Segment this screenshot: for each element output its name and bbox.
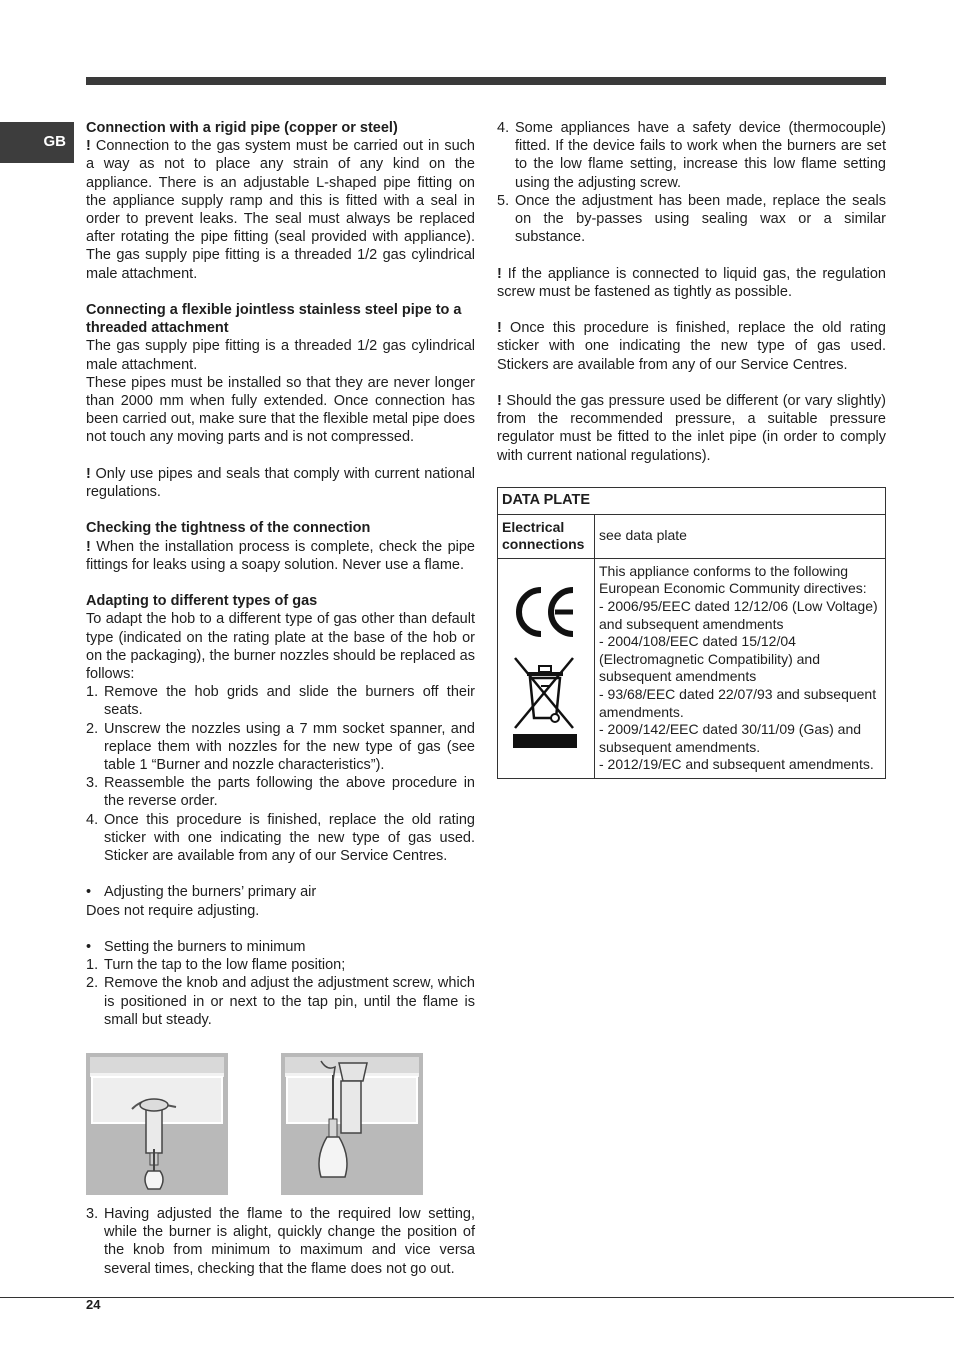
rating-sticker-note-text: Once this procedure is finished, replace the old rating sticker with one indicating the new type of gas used. Stickers are available from any of our Service Centres. bbox=[497, 320, 886, 373]
header-rule bbox=[86, 77, 886, 85]
primary-air-label: Adjusting the burners’ primary air bbox=[104, 884, 317, 901]
primary-air-text: Does not require adjusting. bbox=[86, 902, 260, 919]
warning-mark: ! bbox=[86, 538, 91, 555]
rigid-pipe-heading: Connection with a rigid pipe (copper or steel) bbox=[86, 120, 398, 136]
pipes-seals-note bbox=[86, 465, 475, 501]
warning-mark: ! bbox=[86, 465, 91, 482]
step-text: Turn the tap to the low flame position; bbox=[104, 957, 346, 974]
flexible-pipe-text-1: The gas supply pipe fitting is a threaded 1/2 gas cylindrical male attachment. bbox=[86, 338, 475, 373]
after-figure-steps bbox=[86, 1205, 475, 1278]
pipes-seals-note-text: Only use pipes and seals that comply with current national regulations. bbox=[86, 465, 476, 501]
minimum-label: Setting the burners to minimum bbox=[104, 939, 306, 956]
tightness-text: When the installation process is complete, check the pipe fittings for leaks using a soapy solution. Never use a flame. bbox=[86, 538, 475, 573]
step-number: 1. bbox=[86, 684, 99, 701]
list-item bbox=[497, 119, 886, 192]
adjustment-figures bbox=[86, 1053, 475, 1195]
ce-mark-icon bbox=[502, 584, 590, 645]
step-text: Reassemble the parts following the above procedure in the reverse order. bbox=[104, 775, 475, 810]
warning-mark: ! bbox=[497, 265, 502, 282]
weee-bin-icon bbox=[502, 654, 590, 753]
adapt-gas-heading: Adapting to different types of gas bbox=[86, 593, 318, 610]
conformity-line: - 2009/142/EEC dated 30/11/09 (Gas) and subsequent amendments. bbox=[599, 721, 862, 755]
minimum-bullet bbox=[86, 938, 475, 956]
minimum-steps bbox=[86, 956, 475, 1029]
table-row bbox=[498, 558, 886, 778]
step-number: 2. bbox=[86, 975, 99, 992]
rigid-pipe-paragraph bbox=[86, 137, 475, 283]
step-number: 3. bbox=[86, 775, 99, 792]
list-item bbox=[86, 974, 475, 1029]
gas-pressure-note-text: Should the gas pressure used be different (or vary slightly) from the recommended pressure, a suitable pressure regulator must be fitted to the inlet pipe (in order to comply with current national regulations). bbox=[497, 393, 886, 464]
screwdriver-illustration bbox=[86, 1053, 228, 1195]
list-item bbox=[86, 956, 475, 974]
bullet-mark: • bbox=[86, 884, 92, 901]
step-text: Once this procedure is finished, replace the old rating sticker with one indicating the new type of gas used. Sticker are available from any of our Service Centres. bbox=[104, 811, 475, 865]
table-row bbox=[498, 514, 886, 558]
footer-rule bbox=[0, 1297, 954, 1298]
step-number: 4. bbox=[497, 120, 510, 136]
continued-steps bbox=[497, 119, 886, 246]
page-number: 24 bbox=[86, 1297, 101, 1312]
conformity-line: - 2012/19/EC and subsequent amendments. bbox=[599, 756, 874, 773]
list-item bbox=[86, 720, 475, 775]
knob-screw-illustration bbox=[281, 1053, 423, 1195]
nozzle-adjust-figure bbox=[86, 1053, 228, 1195]
right-column bbox=[497, 119, 886, 465]
conformity-cell bbox=[595, 558, 886, 778]
step-number: 2. bbox=[86, 720, 99, 737]
step-number: 5. bbox=[497, 192, 510, 209]
gas-pressure-note bbox=[497, 392, 886, 465]
liquid-gas-note bbox=[497, 265, 886, 301]
compliance-marks-cell bbox=[498, 558, 595, 778]
table-row bbox=[498, 488, 886, 515]
electrical-connections-label: Electrical connections bbox=[498, 514, 595, 558]
conformity-line: - 93/68/EEC dated 22/07/93 and subsequent amendments. bbox=[599, 685, 877, 720]
warning-mark: ! bbox=[86, 138, 91, 155]
step-text: Unscrew the nozzles using a 7 mm socket spanner, and replace them with nozzles for the new type of gas (see table 1 “Burner and nozzle characteristics”). bbox=[104, 720, 475, 774]
adapt-gas-text: To adapt the hob to a different type of gas other than default type (indicated on the rating plate at the base of the hob or on the packaging), the burner nozzles should be replaced as follows: bbox=[86, 611, 475, 683]
list-item bbox=[86, 774, 475, 810]
step-text: Once the adjustment has been made, replace the seals on the by-passes using sealing wax or a similar substance. bbox=[515, 192, 886, 246]
tightness-paragraph bbox=[86, 538, 475, 574]
screw-adjust-figure bbox=[281, 1053, 423, 1195]
step-text: Remove the hob grids and slide the burners off their seats. bbox=[104, 684, 475, 719]
language-tab-label: GB bbox=[43, 133, 66, 151]
primary-air-bullet bbox=[86, 883, 475, 901]
language-tab bbox=[0, 122, 74, 163]
list-item bbox=[86, 683, 475, 719]
conformity-line: - 2004/108/EEC dated 15/12/04 (Electromagnetic Compatibility) and subsequent amendments bbox=[599, 633, 820, 685]
warning-mark: ! bbox=[497, 393, 502, 409]
list-item bbox=[86, 811, 475, 866]
data-plate-title: DATA PLATE bbox=[498, 488, 886, 515]
liquid-gas-note-text: If the appliance is connected to liquid gas, the regulation screw must be fastened as tightly as possible. bbox=[497, 265, 887, 300]
rigid-pipe-text: Connection to the gas system must be carried out in such a way as not to place any strain of any kind on the appliance. There is an adjustable L-shaped pipe fitting on the appliance supply ramp and this is fitted with a seal in order to prevent leaks. The seal must always be replaced after rotating the pipe fitting (seal provided with appliance). The gas supply pipe fitting is a threaded 1/2 gas cylindrical male attachment. bbox=[86, 138, 475, 282]
step-text: Remove the knob and adjust the adjustment screw, which is positioned in or next to the tap pin, until the flame is small but steady. bbox=[104, 975, 475, 1028]
adapt-gas-steps bbox=[86, 683, 475, 865]
warning-mark: ! bbox=[497, 320, 502, 337]
tightness-heading: Checking the tightness of the connection bbox=[86, 520, 371, 537]
electrical-connections-value: see data plate bbox=[595, 514, 886, 558]
data-plate-table bbox=[497, 487, 886, 779]
step-number: 4. bbox=[86, 811, 99, 828]
conformity-line: This appliance conforms to the following European Economic Community directives: bbox=[599, 562, 867, 597]
step-text: Having adjusted the flame to the required low setting, while the burner is alight, quickly change the position of the knob from minimum to maximum and vice versa several times, checking that the flame does not go out. bbox=[104, 1206, 475, 1277]
list-item bbox=[86, 1205, 475, 1278]
step-text: Some appliances have a safety device (thermocouple) fitted. If the device fails to work when the burners are set to the low flame setting, increase this low flame setting using the adjusting screw. bbox=[515, 120, 886, 191]
list-item bbox=[497, 192, 886, 247]
left-column bbox=[86, 119, 475, 1278]
flexible-pipe-heading: Connecting a flexible jointless stainless steel pipe to a threaded attachment bbox=[86, 302, 462, 337]
step-number: 3. bbox=[86, 1206, 99, 1223]
bullet-mark: • bbox=[86, 939, 92, 956]
step-number: 1. bbox=[86, 957, 99, 974]
flexible-pipe-text-2: These pipes must be installed so that they are never longer than 2000 mm when fully extended. Once connection has been carried out, make sure that the flexible metal pipe does not touch any moving parts and is not compressed. bbox=[86, 374, 475, 446]
rating-sticker-note bbox=[497, 319, 886, 374]
conformity-line: - 2006/95/EEC dated 12/12/06 (Low Voltage) and subsequent amendments bbox=[599, 597, 878, 632]
